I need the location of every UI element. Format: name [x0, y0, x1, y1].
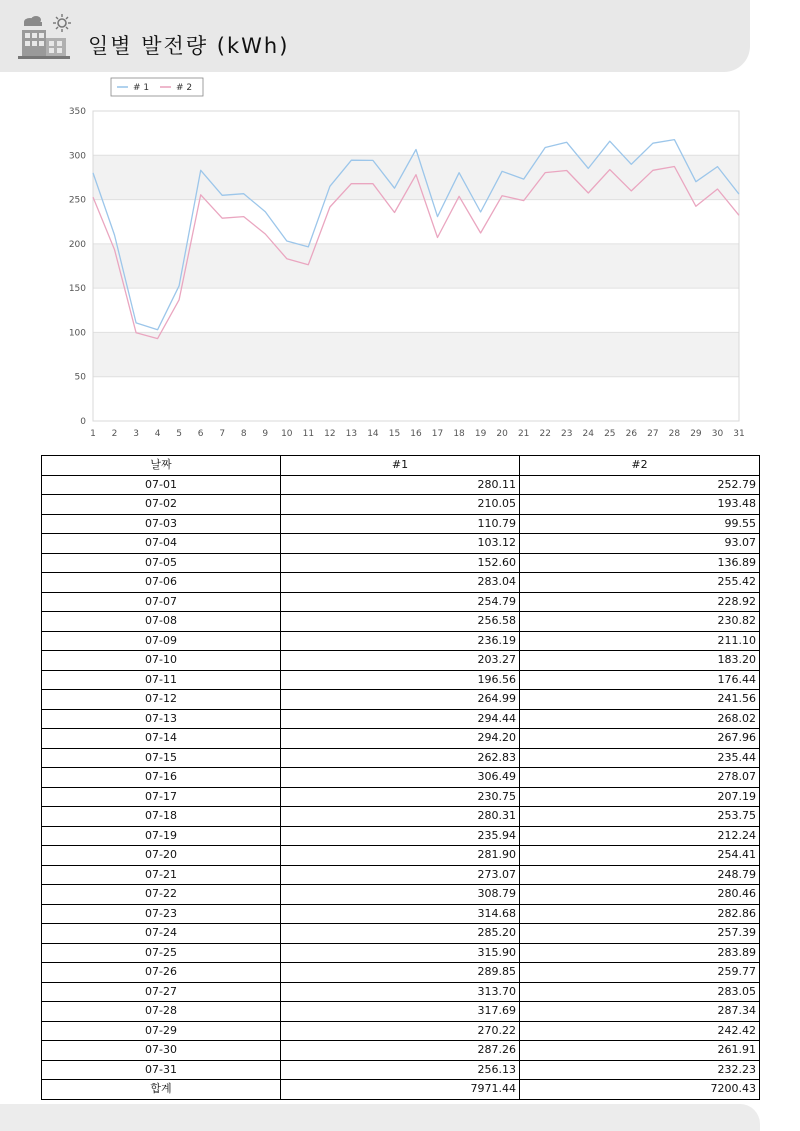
x-tick-label: 23	[561, 429, 573, 439]
date-cell: 07-01	[42, 475, 281, 495]
table-row	[42, 631, 760, 651]
x-tick-label: 2	[111, 429, 118, 439]
x-tick-label: 29	[690, 429, 702, 439]
date-cell: 07-13	[42, 709, 281, 729]
x-tick-label: 9	[262, 429, 269, 439]
unit-1-cell: 270.22	[281, 1021, 520, 1041]
unit-1-cell: 315.90	[281, 943, 520, 963]
legend-label-1: # 1	[133, 83, 150, 93]
grid-band	[93, 377, 739, 421]
y-tick-label: 200	[68, 239, 86, 250]
grid-band	[93, 288, 739, 332]
unit-2-cell: 267.96	[520, 729, 760, 749]
x-tick-label: 7	[219, 429, 226, 439]
table-row	[42, 865, 760, 885]
x-tick-label: 30	[711, 429, 724, 439]
date-cell: 07-29	[42, 1021, 281, 1041]
x-tick-label: 11	[302, 429, 315, 439]
table-row	[42, 612, 760, 632]
table-row	[42, 1060, 760, 1080]
date-cell: 07-11	[42, 670, 281, 690]
table-row	[42, 495, 760, 515]
legend-label-2: # 2	[176, 83, 193, 93]
footer-band	[0, 1104, 760, 1131]
date-cell: 07-30	[42, 1041, 281, 1061]
unit-2-cell: 207.19	[520, 787, 760, 807]
unit-1-cell: 283.04	[281, 573, 520, 593]
date-cell: 07-12	[42, 690, 281, 710]
x-tick-label: 25	[604, 429, 616, 439]
unit-1-cell: 256.58	[281, 612, 520, 632]
x-tick-label: 22	[539, 429, 551, 439]
unit-2-cell: 232.23	[520, 1060, 760, 1080]
date-cell: 07-17	[42, 787, 281, 807]
x-tick-label: 13	[345, 429, 358, 439]
total-label: 합계	[42, 1080, 281, 1100]
unit-1-cell: 306.49	[281, 768, 520, 788]
table-row	[42, 553, 760, 573]
table-row	[42, 690, 760, 710]
unit-2-cell: 136.89	[520, 553, 760, 573]
table-row	[42, 709, 760, 729]
chart	[0, 74, 800, 446]
total-unit-2: 7200.43	[520, 1080, 760, 1100]
table-row	[42, 534, 760, 554]
grid-band	[93, 332, 739, 376]
unit-2-cell: 193.48	[520, 495, 760, 515]
table-row	[42, 982, 760, 1002]
table-row	[42, 514, 760, 534]
unit-2-cell: 282.86	[520, 904, 760, 924]
unit-1-cell: 236.19	[281, 631, 520, 651]
unit-2-cell: 241.56	[520, 690, 760, 710]
total-unit-1: 7971.44	[281, 1080, 520, 1100]
y-tick-label: 50	[74, 372, 86, 383]
y-tick-label: 0	[80, 417, 86, 427]
table-row	[42, 1021, 760, 1041]
table-row	[42, 787, 760, 807]
y-tick-label: 250	[68, 195, 86, 206]
date-cell: 07-05	[42, 553, 281, 573]
unit-2-cell: 183.20	[520, 651, 760, 671]
x-tick-label: 5	[176, 429, 183, 439]
unit-2-cell: 228.92	[520, 592, 760, 612]
unit-1-cell: 273.07	[281, 865, 520, 885]
x-tick-label: 10	[281, 429, 293, 439]
date-cell: 07-14	[42, 729, 281, 749]
grid-band	[93, 200, 739, 244]
unit-1-cell: 254.79	[281, 592, 520, 612]
table-row	[42, 651, 760, 671]
unit-2-cell: 280.46	[520, 885, 760, 905]
unit-2-cell: 255.42	[520, 573, 760, 593]
unit-2-cell: 248.79	[520, 865, 760, 885]
unit-1-cell: 287.26	[281, 1041, 520, 1061]
x-tick-label: 4	[154, 429, 161, 439]
date-cell: 07-06	[42, 573, 281, 593]
table-row	[42, 768, 760, 788]
unit-1-cell: 308.79	[281, 885, 520, 905]
unit-1-cell: 285.20	[281, 924, 520, 944]
table-row	[42, 729, 760, 749]
date-cell: 07-03	[42, 514, 281, 534]
x-tick-label: 26	[625, 429, 638, 439]
x-tick-label: 24	[582, 429, 594, 439]
x-tick-label: 19	[474, 429, 487, 439]
page-title: 일별 발전량 (kWh)	[88, 34, 290, 58]
table-row	[42, 924, 760, 944]
unit-2-cell: 176.44	[520, 670, 760, 690]
unit-2-cell: 235.44	[520, 748, 760, 768]
header-unit-1: #1	[281, 456, 520, 476]
unit-2-cell: 257.39	[520, 924, 760, 944]
table-row	[42, 963, 760, 983]
unit-1-cell: 210.05	[281, 495, 520, 515]
date-cell: 07-08	[42, 612, 281, 632]
unit-2-cell: 93.07	[520, 534, 760, 554]
x-tick-label: 17	[431, 429, 444, 439]
unit-1-cell: 280.11	[281, 475, 520, 495]
unit-1-cell: 264.99	[281, 690, 520, 710]
x-tick-label: 15	[388, 429, 401, 439]
unit-2-cell: 252.79	[520, 475, 760, 495]
table-row	[42, 670, 760, 690]
unit-2-cell: 254.41	[520, 846, 760, 866]
date-cell: 07-10	[42, 651, 281, 671]
unit-2-cell: 278.07	[520, 768, 760, 788]
date-cell: 07-21	[42, 865, 281, 885]
table-row	[42, 1002, 760, 1022]
unit-2-cell: 283.05	[520, 982, 760, 1002]
table-header-row	[42, 456, 760, 476]
date-cell: 07-26	[42, 963, 281, 983]
unit-2-cell: 212.24	[520, 826, 760, 846]
y-tick-label: 350	[68, 107, 86, 117]
unit-2-cell: 268.02	[520, 709, 760, 729]
x-tick-label: 28	[668, 429, 681, 439]
unit-2-cell: 287.34	[520, 1002, 760, 1022]
unit-1-cell: 317.69	[281, 1002, 520, 1022]
grid-band	[93, 155, 739, 199]
date-cell: 07-25	[42, 943, 281, 963]
unit-1-cell: 103.12	[281, 534, 520, 554]
daily-generation-table	[41, 455, 760, 1100]
y-tick-label: 300	[68, 151, 86, 162]
unit-1-cell: 281.90	[281, 846, 520, 866]
unit-2-cell: 259.77	[520, 963, 760, 983]
x-tick-label: 6	[197, 429, 204, 439]
date-cell: 07-07	[42, 592, 281, 612]
unit-1-cell: 313.70	[281, 982, 520, 1002]
unit-1-cell: 256.13	[281, 1060, 520, 1080]
date-cell: 07-09	[42, 631, 281, 651]
x-tick-label: 21	[517, 429, 530, 439]
y-tick-label: 150	[68, 284, 86, 295]
table-row	[42, 475, 760, 495]
unit-2-cell: 283.89	[520, 943, 760, 963]
date-cell: 07-28	[42, 1002, 281, 1022]
table-row	[42, 592, 760, 612]
x-tick-label: 18	[453, 429, 465, 439]
date-cell: 07-18	[42, 807, 281, 827]
date-cell: 07-31	[42, 1060, 281, 1080]
header-unit-2: #2	[520, 456, 760, 476]
date-cell: 07-16	[42, 768, 281, 788]
table-row	[42, 807, 760, 827]
date-cell: 07-04	[42, 534, 281, 554]
unit-2-cell: 242.42	[520, 1021, 760, 1041]
unit-1-cell: 235.94	[281, 826, 520, 846]
date-cell: 07-02	[42, 495, 281, 515]
x-tick-label: 12	[324, 429, 336, 439]
unit-1-cell: 314.68	[281, 904, 520, 924]
date-cell: 07-23	[42, 904, 281, 924]
unit-2-cell: 261.91	[520, 1041, 760, 1061]
grid-band	[93, 111, 739, 155]
x-tick-label: 16	[410, 429, 422, 439]
x-tick-label: 1	[90, 429, 96, 439]
unit-2-cell: 253.75	[520, 807, 760, 827]
y-tick-label: 100	[68, 328, 86, 339]
unit-1-cell: 289.85	[281, 963, 520, 983]
date-cell: 07-15	[42, 748, 281, 768]
date-cell: 07-24	[42, 924, 281, 944]
x-tick-label: 3	[133, 429, 139, 439]
unit-1-cell: 230.75	[281, 787, 520, 807]
x-tick-label: 8	[240, 429, 247, 439]
header-date: 날짜	[42, 456, 281, 476]
unit-1-cell: 262.83	[281, 748, 520, 768]
unit-1-cell: 110.79	[281, 514, 520, 534]
unit-2-cell: 230.82	[520, 612, 760, 632]
x-tick-label: 14	[367, 429, 379, 439]
date-cell: 07-27	[42, 982, 281, 1002]
unit-2-cell: 99.55	[520, 514, 760, 534]
table-row	[42, 748, 760, 768]
total-row	[42, 1080, 760, 1100]
x-tick-label: 20	[496, 429, 508, 439]
table-row	[42, 904, 760, 924]
line-chart	[0, 74, 800, 446]
date-cell: 07-20	[42, 846, 281, 866]
table-row	[42, 573, 760, 593]
table-row	[42, 826, 760, 846]
unit-1-cell: 294.20	[281, 729, 520, 749]
table-row	[42, 1041, 760, 1061]
unit-2-cell: 211.10	[520, 631, 760, 651]
unit-1-cell: 294.44	[281, 709, 520, 729]
unit-1-cell: 196.56	[281, 670, 520, 690]
x-tick-label: 31	[733, 429, 745, 439]
page-header	[0, 0, 750, 72]
unit-1-cell: 280.31	[281, 807, 520, 827]
solar-building-icon	[18, 14, 74, 60]
table-row	[42, 846, 760, 866]
table-row	[42, 885, 760, 905]
date-cell: 07-22	[42, 885, 281, 905]
unit-1-cell: 152.60	[281, 553, 520, 573]
table-row	[42, 943, 760, 963]
x-tick-label: 27	[647, 429, 659, 439]
unit-1-cell: 203.27	[281, 651, 520, 671]
date-cell: 07-19	[42, 826, 281, 846]
